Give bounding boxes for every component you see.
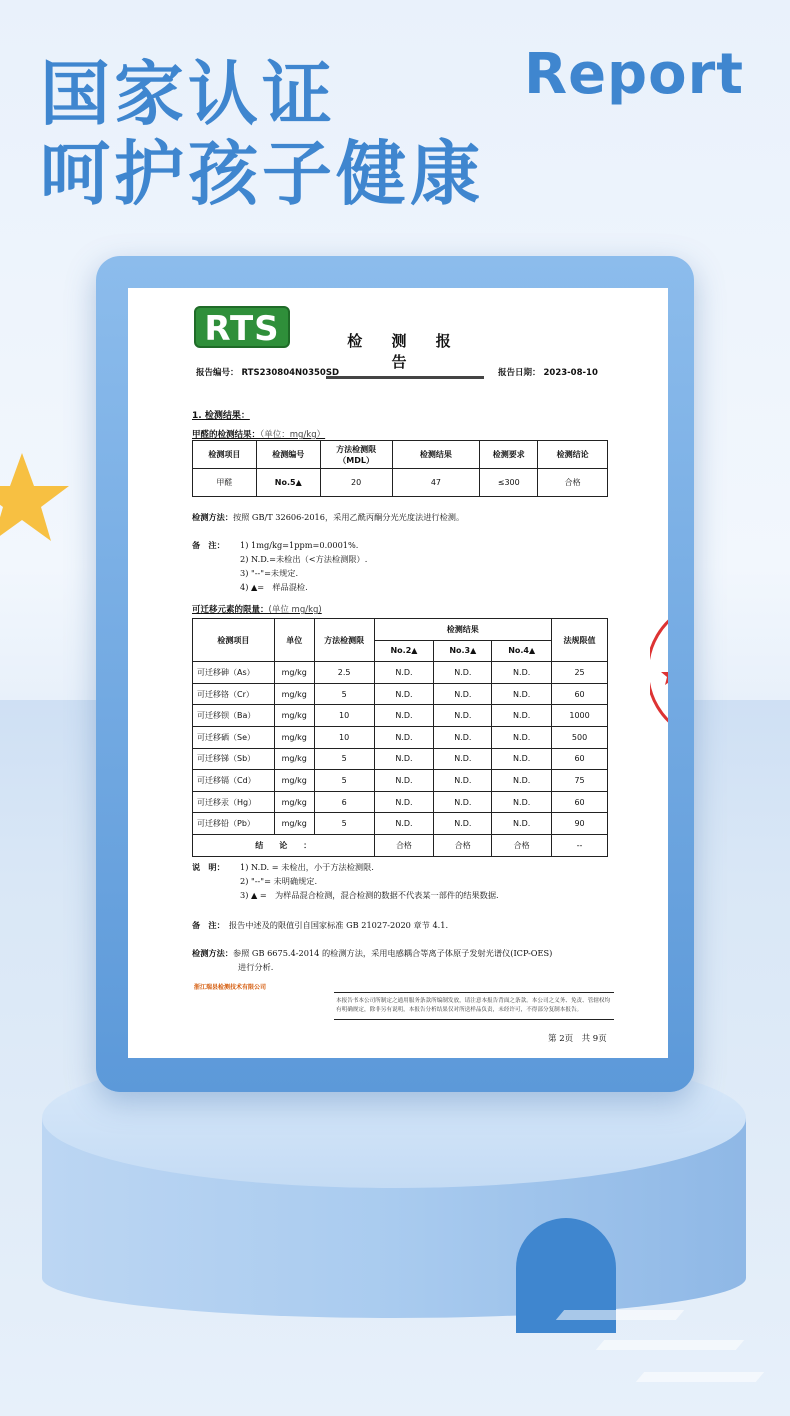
- formaldehyde-table: [192, 440, 608, 497]
- method-2: 检测方法：参照 GB 6675.4-2014 的检测方法，采用电感耦合等离子体原子发射光谱仪(ICP-OES) 进行分析.: [192, 948, 553, 972]
- page-number: 第 2页 共 9页: [548, 1034, 607, 1044]
- star-icon: [0, 448, 72, 548]
- formaldehyde-heading: 甲醛的检测结果：（单位：mg/kg）: [192, 430, 326, 440]
- report-date: 报告日期： 2023-08-10: [498, 368, 598, 378]
- remark-2: 备 注： 报告中述及的限值引自国家标准 GB 21027-2020 章节 4.1.: [192, 920, 449, 930]
- stamp-edge: [650, 606, 668, 736]
- table-header-row: 检测项目 检测编号 方法检测限 （MDL） 检测结果 检测要求 检测结论: [193, 441, 608, 469]
- headline-line-2: 呵护孩子健康: [40, 133, 484, 215]
- migratable-elements-table: [192, 618, 608, 857]
- headline-line-1: 国家认证: [40, 53, 336, 135]
- conclusion-row: 结 论 ： 合格 合格 合格 --: [193, 834, 608, 856]
- notes-label: 说 明：: [192, 862, 225, 872]
- table-row: 可迁移锑（Sb） mg/kg 5 N.D. N.D. N.D. 60: [193, 748, 608, 770]
- decor-stripe: [596, 1340, 744, 1350]
- test-report-page: [128, 288, 668, 1058]
- decor-stripe: [636, 1372, 764, 1382]
- table-row: 可迁移砷（As） mg/kg 2.5 N.D. N.D. N.D. 25: [193, 662, 608, 684]
- table-row: 可迁移汞（Hg） mg/kg 6 N.D. N.D. N.D. 60: [193, 791, 608, 813]
- footer-disclaimer: 本报告书本公司所制定之通用服务条款所编制发放，请注意本报告背面之条款。本公司之义务、免责、管辖权均有明确规定，除非另有说明，本报告分析结果仅对所送样品负责，未经许可，不得部分复制本报告。: [334, 992, 614, 1020]
- report-title: 检 测 报 告: [326, 330, 484, 379]
- company-info: 浙江瑞县检测技术有限公司: [194, 984, 267, 991]
- table-row: 可迁移钡（Ba） mg/kg 10 N.D. N.D. N.D. 1000: [193, 705, 608, 727]
- table-row: 可迁移镉（Cd） mg/kg 5 N.D. N.D. N.D. 75: [193, 770, 608, 792]
- notes-list: 1) N.D. = 未检出，小于方法检测限. 2) "--"= 未明确规定. 3) ▲ = 为样品混合检测，混合检测的数据不代表某一部件的结果数据.: [240, 862, 499, 900]
- migratable-heading: 可迁移元素的限量：(单位 mg/kg): [192, 605, 322, 615]
- table-row: 可迁移铬（Cr） mg/kg 5 N.D. N.D. N.D. 60: [193, 683, 608, 705]
- decor-stripe: [556, 1310, 684, 1320]
- table-subheader-row: No.2▲ No.3▲ No.4▲: [193, 640, 608, 662]
- section-1-heading: 1. 检测结果：: [192, 411, 250, 421]
- remarks-label: 备 注：: [192, 540, 225, 550]
- rts-logo: RTS: [194, 306, 290, 348]
- remarks-list: 1) 1mg/kg=1ppm=0.0001%. 2) N.D.=未检出（<方法检测限）. 3) "--"=未规定. 4) ▲= 样品混检.: [240, 540, 368, 592]
- table-row: 可迁移硒（Se） mg/kg 10 N.D. N.D. N.D. 500: [193, 726, 608, 748]
- table-row: 甲醛 No.5▲ 20 47 ≤300 合格: [193, 469, 608, 497]
- table-row: 可迁移铅（Pb） mg/kg 5 N.D. N.D. N.D. 90: [193, 813, 608, 835]
- report-number: 报告编号： RTS230804N0350SD: [196, 368, 340, 378]
- report-word: Report: [523, 42, 744, 107]
- method-1: 检测方法：按照 GB/T 32606-2016，采用乙酰丙酮分光光度法进行检测。: [192, 512, 465, 522]
- table-header-row: 检测项目 单位 方法检测限 检测结果 法规限值: [193, 619, 608, 641]
